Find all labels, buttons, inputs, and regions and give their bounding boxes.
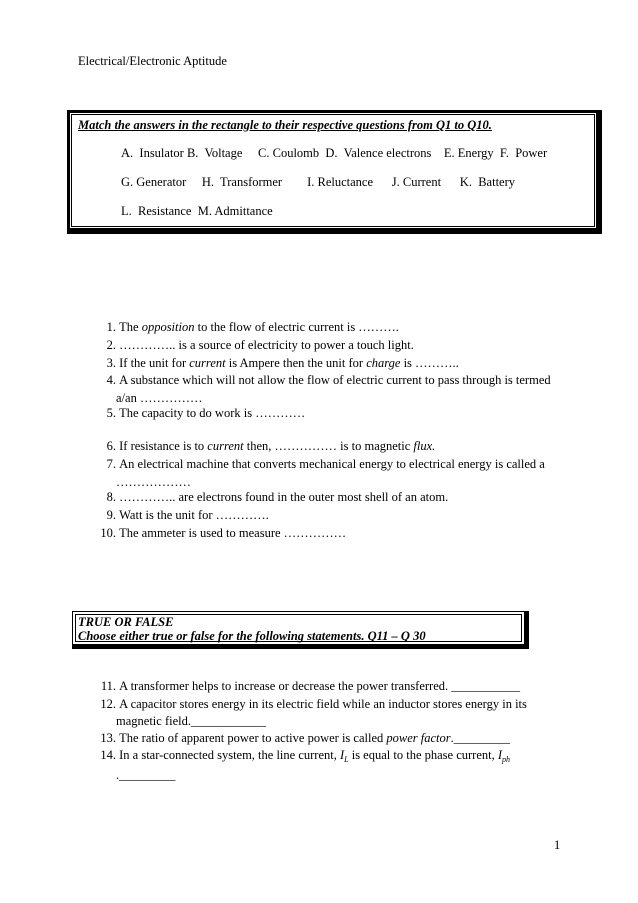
true-false-instruction: Choose either true or false for the following statements. Q11 – Q 30: [78, 629, 426, 643]
question-14: 14. In a star-connected system, the line current, $I_L$ is equal to the phase current, $I_{ph}$: [100, 748, 511, 764]
question-12: 12. A capacitor stores energy in its electric field while an inductor stores energy in its: [100, 697, 527, 711]
match-answers-box: [67, 110, 602, 234]
question-4: 4. A substance which will not allow the flow of electric current to pass through is termed: [106, 373, 551, 387]
question-9: 9. Watt is the unit for ………….: [106, 508, 269, 522]
question-13: 13. The ratio of apparent power to active power is called power factor._________: [100, 731, 510, 745]
question-6: 6. If resistance is to current then, …………… is to magnetic flux.: [106, 439, 436, 453]
answer-row-1: A. Insulator B. Voltage C. Coulomb D. Valence electrons E. Energy F. Power: [121, 146, 548, 160]
question-8: 8. ………….. are electrons found in the outer most shell of an atom.: [106, 490, 449, 504]
true-false-box: [72, 611, 529, 649]
question-5: 5. The capacity to do work is …………: [106, 406, 306, 420]
question-3: 3. If the unit for current is Ampere then the unit for charge is ………..: [106, 356, 459, 370]
page-header: Electrical/Electronic Aptitude: [78, 54, 227, 68]
question-10: 10. The ammeter is used to measure ……………: [100, 526, 347, 540]
question-11: 11. A transformer helps to increase or decrease the power transferred. ___________: [100, 679, 521, 693]
question-2: 2. ………….. is a source of electricity to power a touch light.: [106, 338, 414, 352]
question-1: 1. The opposition to the flow of electric current is ……….: [106, 320, 399, 334]
match-box-title: Match the answers in the rectangle to their respective questions from Q1 to Q10.: [78, 118, 492, 132]
true-false-heading: TRUE OR FALSE: [78, 615, 174, 629]
answer-row-3: L. Resistance M. Admittance: [121, 204, 273, 218]
question-7: 7. An electrical machine that converts mechanical energy to electrical energy is called a: [106, 457, 545, 471]
answer-row-2: G. Generator H. Transformer I. Reluctance J. Current K. Battery: [121, 175, 516, 189]
page-number: 1: [554, 838, 561, 852]
